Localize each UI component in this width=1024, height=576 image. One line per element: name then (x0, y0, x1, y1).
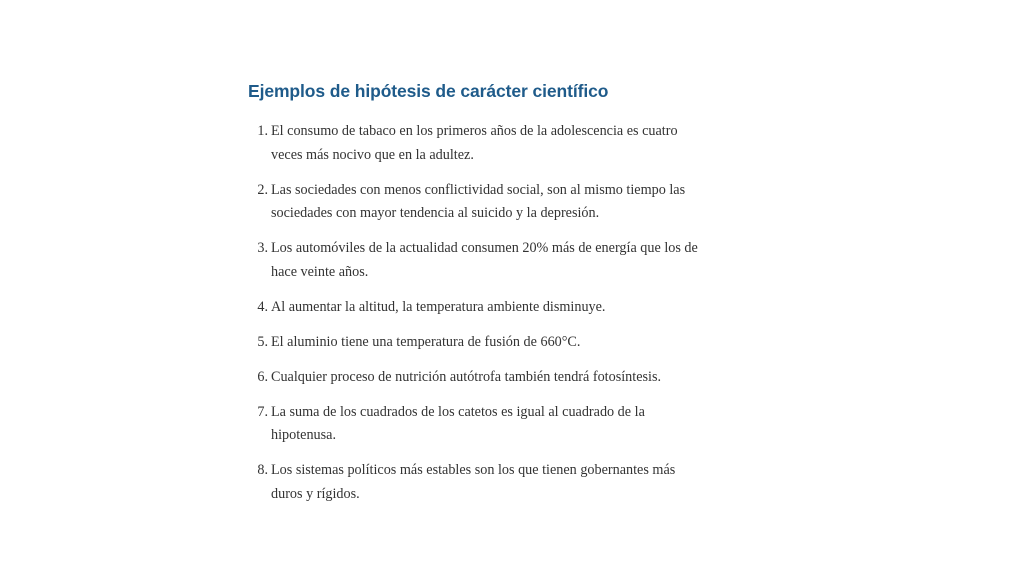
list-item-number: 2. (257, 181, 268, 198)
list-item-text: Al aumentar la altitud, la temperatura ambiente disminuye. (271, 298, 606, 315)
list-item (248, 179, 708, 226)
list-item-number: 7. (257, 403, 268, 420)
list-item-text: Las sociedades con menos conflictividad social, son al mismo tiempo las sociedades con mayor tendencia al suicido y la depresión. (271, 181, 686, 221)
list-item-number: 8. (257, 462, 268, 478)
list-item (248, 296, 708, 320)
list-item-number: 4. (257, 298, 268, 315)
list-item (248, 401, 708, 448)
list-item (248, 331, 708, 355)
list-item-text: La suma de los cuadrados de los catetos es igual al cuadrado de la hipotenusa. (271, 403, 645, 443)
hypothesis-list (248, 120, 708, 506)
article (248, 78, 708, 518)
list-item-text: Los sistemas políticos más estables son los que tienen gobernantes más duros y rígidos. (271, 462, 676, 502)
list-item-number: 5. (257, 333, 268, 350)
list-item-text: Los automóviles de la actualidad consumen 20% más de energía que los de hace veinte años. (271, 240, 698, 280)
list-item (248, 366, 708, 390)
list-item-number: 3. (257, 240, 268, 256)
list-item-number: 1. (257, 123, 268, 139)
list-item (248, 237, 708, 284)
list-item (248, 120, 708, 167)
list-item-number: 6. (257, 368, 268, 385)
article-heading: Ejemplos de hipótesis de carácter científico (248, 81, 609, 101)
list-item (248, 459, 708, 506)
list-item-text: Cualquier proceso de nutrición autótrofa también tendrá fotosíntesis. (271, 368, 662, 385)
list-item-text: El consumo de tabaco en los primeros años de la adolescencia es cuatro veces más nocivo que en la adultez. (271, 123, 678, 163)
list-item-text: El aluminio tiene una temperatura de fusión de 660°C. (271, 333, 581, 350)
